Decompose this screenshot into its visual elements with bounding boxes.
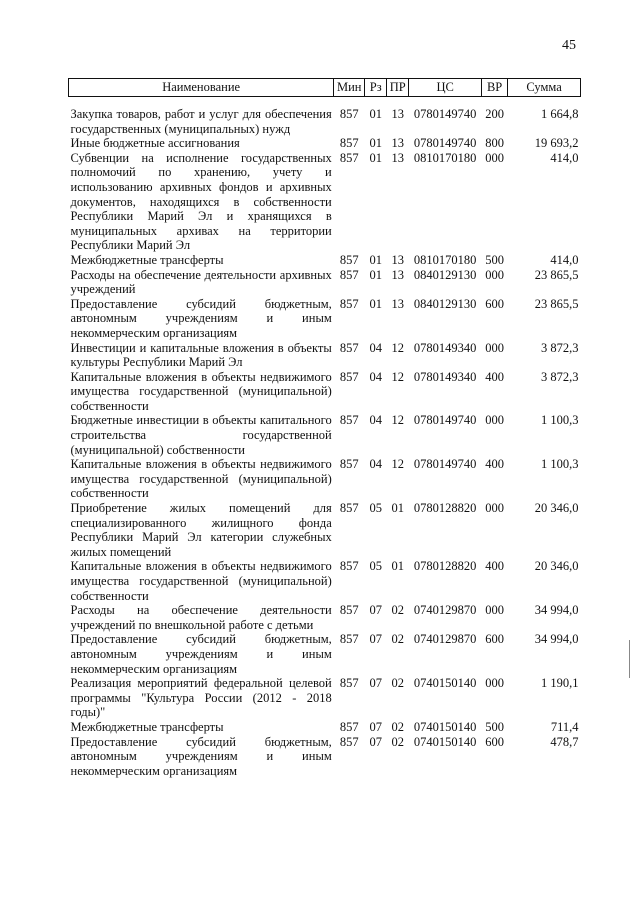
- table-row: [69, 457, 581, 501]
- page-number: 45: [562, 38, 576, 53]
- row-pr: 02: [391, 719, 404, 734]
- row-min: 857: [339, 150, 359, 165]
- table-row: [69, 413, 581, 457]
- table-row: [69, 268, 581, 297]
- row-pr: 01: [391, 559, 404, 574]
- row-vr: 400: [485, 369, 504, 384]
- row-cs: 0840129130: [413, 267, 477, 282]
- row-sum: 414,0: [550, 150, 579, 165]
- row-pr: 01: [391, 501, 404, 516]
- row-rz: 01: [369, 136, 382, 151]
- row-sum: 414,0: [550, 252, 579, 267]
- row-min: 857: [339, 457, 359, 472]
- row-rz: 04: [369, 369, 382, 384]
- table-row: [69, 107, 581, 136]
- row-cs: 0810170180: [413, 150, 477, 165]
- row-name: Капитальные вложения в объекты недвижимого имущества государственной (муниципальной) собственности: [70, 457, 332, 501]
- row-sum: 3 872,3: [541, 369, 579, 384]
- row-vr: 400: [485, 457, 504, 472]
- row-rz: 07: [369, 676, 382, 691]
- row-sum: 19 693,2: [534, 136, 579, 151]
- row-vr: 400: [485, 559, 504, 574]
- row-sum: 23 865,5: [534, 296, 579, 311]
- row-rz: 07: [369, 734, 382, 749]
- row-name: Субвенции на исполнение государственных полномочий по хранению, учету и использованию архивных фондов и архивных документов, находящихся в собственности Республики Марий Эл и хранящихся в муниципальных архивах на территории Республики Марий Эл: [70, 150, 332, 253]
- row-name: Предоставление субсидий бюджетным, автономным учреждениям и иным некоммерческим организациям: [70, 296, 332, 340]
- row-name: Предоставление субсидий бюджетным, автономным учреждениям и иным некоммерческим организациям: [70, 734, 332, 778]
- row-rz: 04: [369, 457, 382, 472]
- row-name: Капитальные вложения в объекты недвижимого имущества государственной (муниципальной) собственности: [70, 559, 332, 603]
- row-cs: 0740150140: [413, 734, 477, 749]
- row-name: Реализация мероприятий федеральной целевой программы "Культура России (2012 - 2018 годы)": [70, 676, 332, 720]
- row-vr: 000: [485, 603, 504, 618]
- row-name: Закупка товаров, работ и услуг для обеспечения государственных (муниципальных) нужд: [70, 107, 332, 136]
- row-pr: 13: [391, 252, 404, 267]
- row-pr: 12: [391, 457, 404, 472]
- row-name: Капитальные вложения в объекты недвижимого имущества государственной (муниципальной) собственности: [70, 369, 332, 413]
- row-rz: 01: [369, 252, 382, 267]
- table-row: [69, 603, 581, 632]
- row-cs: 0740150140: [413, 676, 477, 691]
- row-vr: 800: [485, 136, 504, 151]
- row-cs: 0840129130: [413, 296, 477, 311]
- row-sum: 1 664,8: [541, 107, 579, 121]
- row-pr: 02: [391, 632, 404, 647]
- row-vr: 500: [485, 252, 504, 267]
- header-pr: ПР: [387, 79, 409, 97]
- table-row: [69, 559, 581, 603]
- row-min: 857: [339, 676, 359, 691]
- table-row: [69, 341, 581, 370]
- row-vr: 000: [485, 676, 504, 691]
- table-row: [69, 151, 581, 253]
- row-vr: 000: [485, 267, 504, 282]
- row-pr: 02: [391, 603, 404, 618]
- margin-mark: [629, 640, 630, 678]
- row-min: 857: [339, 296, 359, 311]
- row-sum: 1 100,3: [541, 413, 579, 428]
- row-vr: 000: [485, 501, 504, 516]
- row-pr: 12: [391, 340, 404, 355]
- row-vr: 000: [485, 150, 504, 165]
- row-sum: 20 346,0: [534, 501, 579, 516]
- row-vr: 000: [485, 340, 504, 355]
- row-min: 857: [339, 413, 359, 428]
- row-name: Расходы на обеспечение деятельности учреждений по внешкольной работе с детьми: [70, 603, 332, 632]
- row-sum: 1 100,3: [541, 457, 579, 472]
- header-rz: Рз: [365, 79, 387, 97]
- table-row: [69, 735, 581, 779]
- row-rz: 01: [369, 107, 382, 121]
- table-header-row: [69, 79, 581, 97]
- row-cs: 0740129870: [413, 632, 477, 647]
- table-row: [69, 501, 581, 559]
- row-cs: 0740150140: [413, 719, 477, 734]
- row-min: 857: [339, 603, 359, 618]
- row-cs: 0780128820: [413, 559, 477, 574]
- row-cs: 0780149340: [413, 369, 477, 384]
- row-name: Предоставление субсидий бюджетным, автономным учреждениям и иным некоммерческим организациям: [70, 632, 332, 676]
- row-rz: 07: [369, 719, 382, 734]
- budget-table: [68, 78, 581, 778]
- row-sum: 23 865,5: [534, 267, 579, 282]
- row-sum: 34 994,0: [534, 603, 579, 618]
- row-cs: 0780149740: [413, 107, 477, 121]
- row-rz: 05: [369, 559, 382, 574]
- header-name: Наименование: [69, 79, 334, 97]
- row-name: Приобретение жилых помещений для специализированного жилищного фонда Республики Марий Эл категории служебных жилых помещений: [70, 501, 332, 559]
- row-name: Инвестиции и капитальные вложения в объекты культуры Республики Марий Эл: [70, 340, 332, 370]
- row-rz: 07: [369, 603, 382, 618]
- header-cs: ЦС: [409, 79, 482, 97]
- row-vr: 000: [485, 413, 504, 428]
- row-min: 857: [339, 632, 359, 647]
- row-sum: 711,4: [550, 719, 579, 734]
- row-name: Расходы на обеспечение деятельности архивных учреждений: [70, 267, 332, 297]
- row-sum: 34 994,0: [534, 632, 579, 647]
- row-name: Межбюджетные трансферты: [70, 719, 224, 734]
- row-rz: 07: [369, 632, 382, 647]
- table-row: [69, 297, 581, 341]
- row-min: 857: [339, 340, 359, 355]
- row-rz: 04: [369, 340, 382, 355]
- row-min: 857: [339, 501, 359, 516]
- row-min: 857: [339, 136, 359, 151]
- row-pr: 02: [391, 734, 404, 749]
- row-pr: 12: [391, 369, 404, 384]
- header-vr: ВР: [482, 79, 508, 97]
- row-sum: 20 346,0: [534, 559, 579, 574]
- table-row: [69, 720, 581, 735]
- row-pr: 13: [391, 107, 404, 121]
- row-rz: 01: [369, 296, 382, 311]
- table-row: [69, 253, 581, 268]
- row-pr: 13: [391, 267, 404, 282]
- row-vr: 200: [485, 107, 504, 121]
- row-min: 857: [339, 252, 359, 267]
- row-vr: 600: [485, 632, 504, 647]
- row-name: Межбюджетные трансферты: [70, 252, 224, 267]
- row-cs: 0780149340: [413, 340, 477, 355]
- table-row: [69, 676, 581, 720]
- row-name: Бюджетные инвестиции в объекты капитального строительства государственной (муниципальной) собственности: [70, 413, 332, 457]
- header-sum: Сумма: [508, 79, 581, 97]
- header-min: Мин: [334, 79, 365, 97]
- row-vr: 500: [485, 719, 504, 734]
- row-pr: 13: [391, 296, 404, 311]
- row-cs: 0780149740: [413, 136, 477, 151]
- row-rz: 05: [369, 501, 382, 516]
- row-pr: 13: [391, 136, 404, 151]
- table-row: [69, 136, 581, 151]
- row-cs: 0780149740: [413, 413, 477, 428]
- row-cs: 0780128820: [413, 501, 477, 516]
- row-min: 857: [339, 107, 359, 121]
- row-sum: 3 872,3: [541, 340, 579, 355]
- row-cs: 0740129870: [413, 603, 477, 618]
- row-rz: 04: [369, 413, 382, 428]
- row-min: 857: [339, 267, 359, 282]
- row-rz: 01: [369, 150, 382, 165]
- row-sum: 478,7: [550, 734, 579, 749]
- row-rz: 01: [369, 267, 382, 282]
- row-pr: 02: [391, 676, 404, 691]
- row-vr: 600: [485, 296, 504, 311]
- row-min: 857: [339, 369, 359, 384]
- row-min: 857: [339, 719, 359, 734]
- table-row: [69, 370, 581, 414]
- row-min: 857: [339, 734, 359, 749]
- row-pr: 12: [391, 413, 404, 428]
- row-name: Иные бюджетные ассигнования: [70, 136, 240, 151]
- row-sum: 1 190,1: [541, 676, 579, 691]
- row-vr: 600: [485, 734, 504, 749]
- table-row: [69, 632, 581, 676]
- row-min: 857: [339, 559, 359, 574]
- row-pr: 13: [391, 150, 404, 165]
- row-cs: 0810170180: [413, 252, 477, 267]
- row-cs: 0780149740: [413, 457, 477, 472]
